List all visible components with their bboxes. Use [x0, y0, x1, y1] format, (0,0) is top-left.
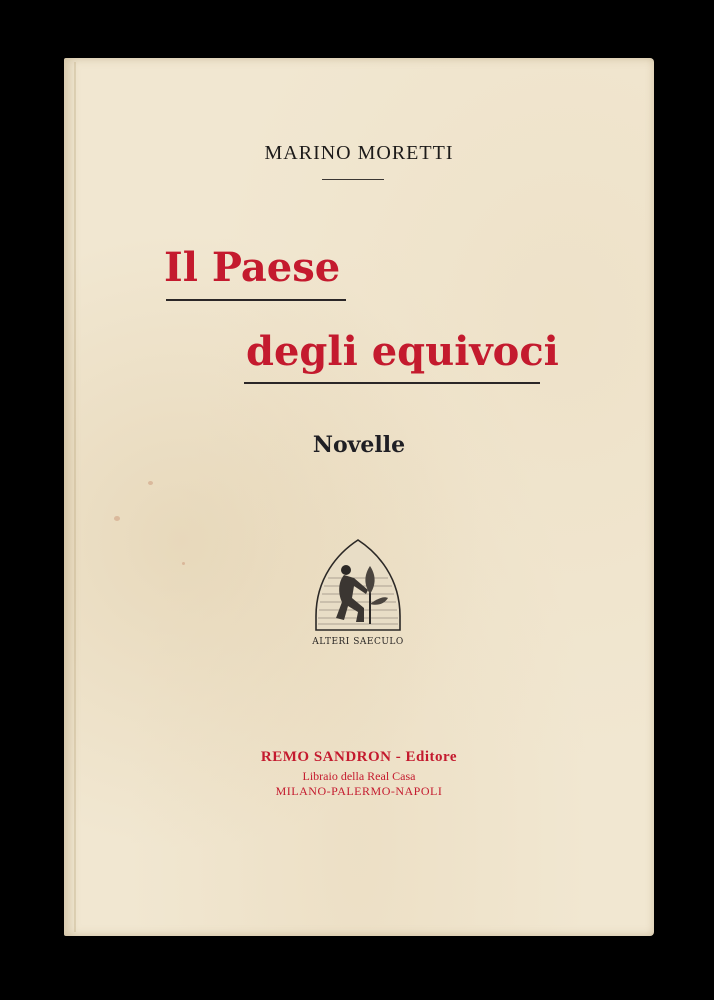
publisher-name: REMO SANDRON - Editore — [260, 749, 458, 765]
title-underline-2 — [244, 382, 540, 384]
title-line-1: Il Paese — [164, 244, 341, 291]
publisher-cities: MILANO-PALERMO-NAPOLI — [275, 784, 443, 798]
foxing-spot — [182, 562, 185, 565]
title-underline-1 — [166, 299, 346, 301]
publisher-subtitle: Libraio della Real Casa — [302, 769, 416, 783]
author-divider — [322, 179, 384, 180]
subtitle: Novelle — [312, 432, 406, 458]
foxing-spot — [114, 516, 120, 521]
title-line-2: degli equivoci — [246, 328, 559, 375]
book-cover — [64, 58, 654, 936]
emblem-motto: ALTERI SAECULO — [312, 637, 404, 647]
publisher-emblem-icon — [308, 538, 408, 653]
author-name: MARINO MORETTI — [264, 142, 454, 164]
foxing-spot — [148, 481, 153, 485]
